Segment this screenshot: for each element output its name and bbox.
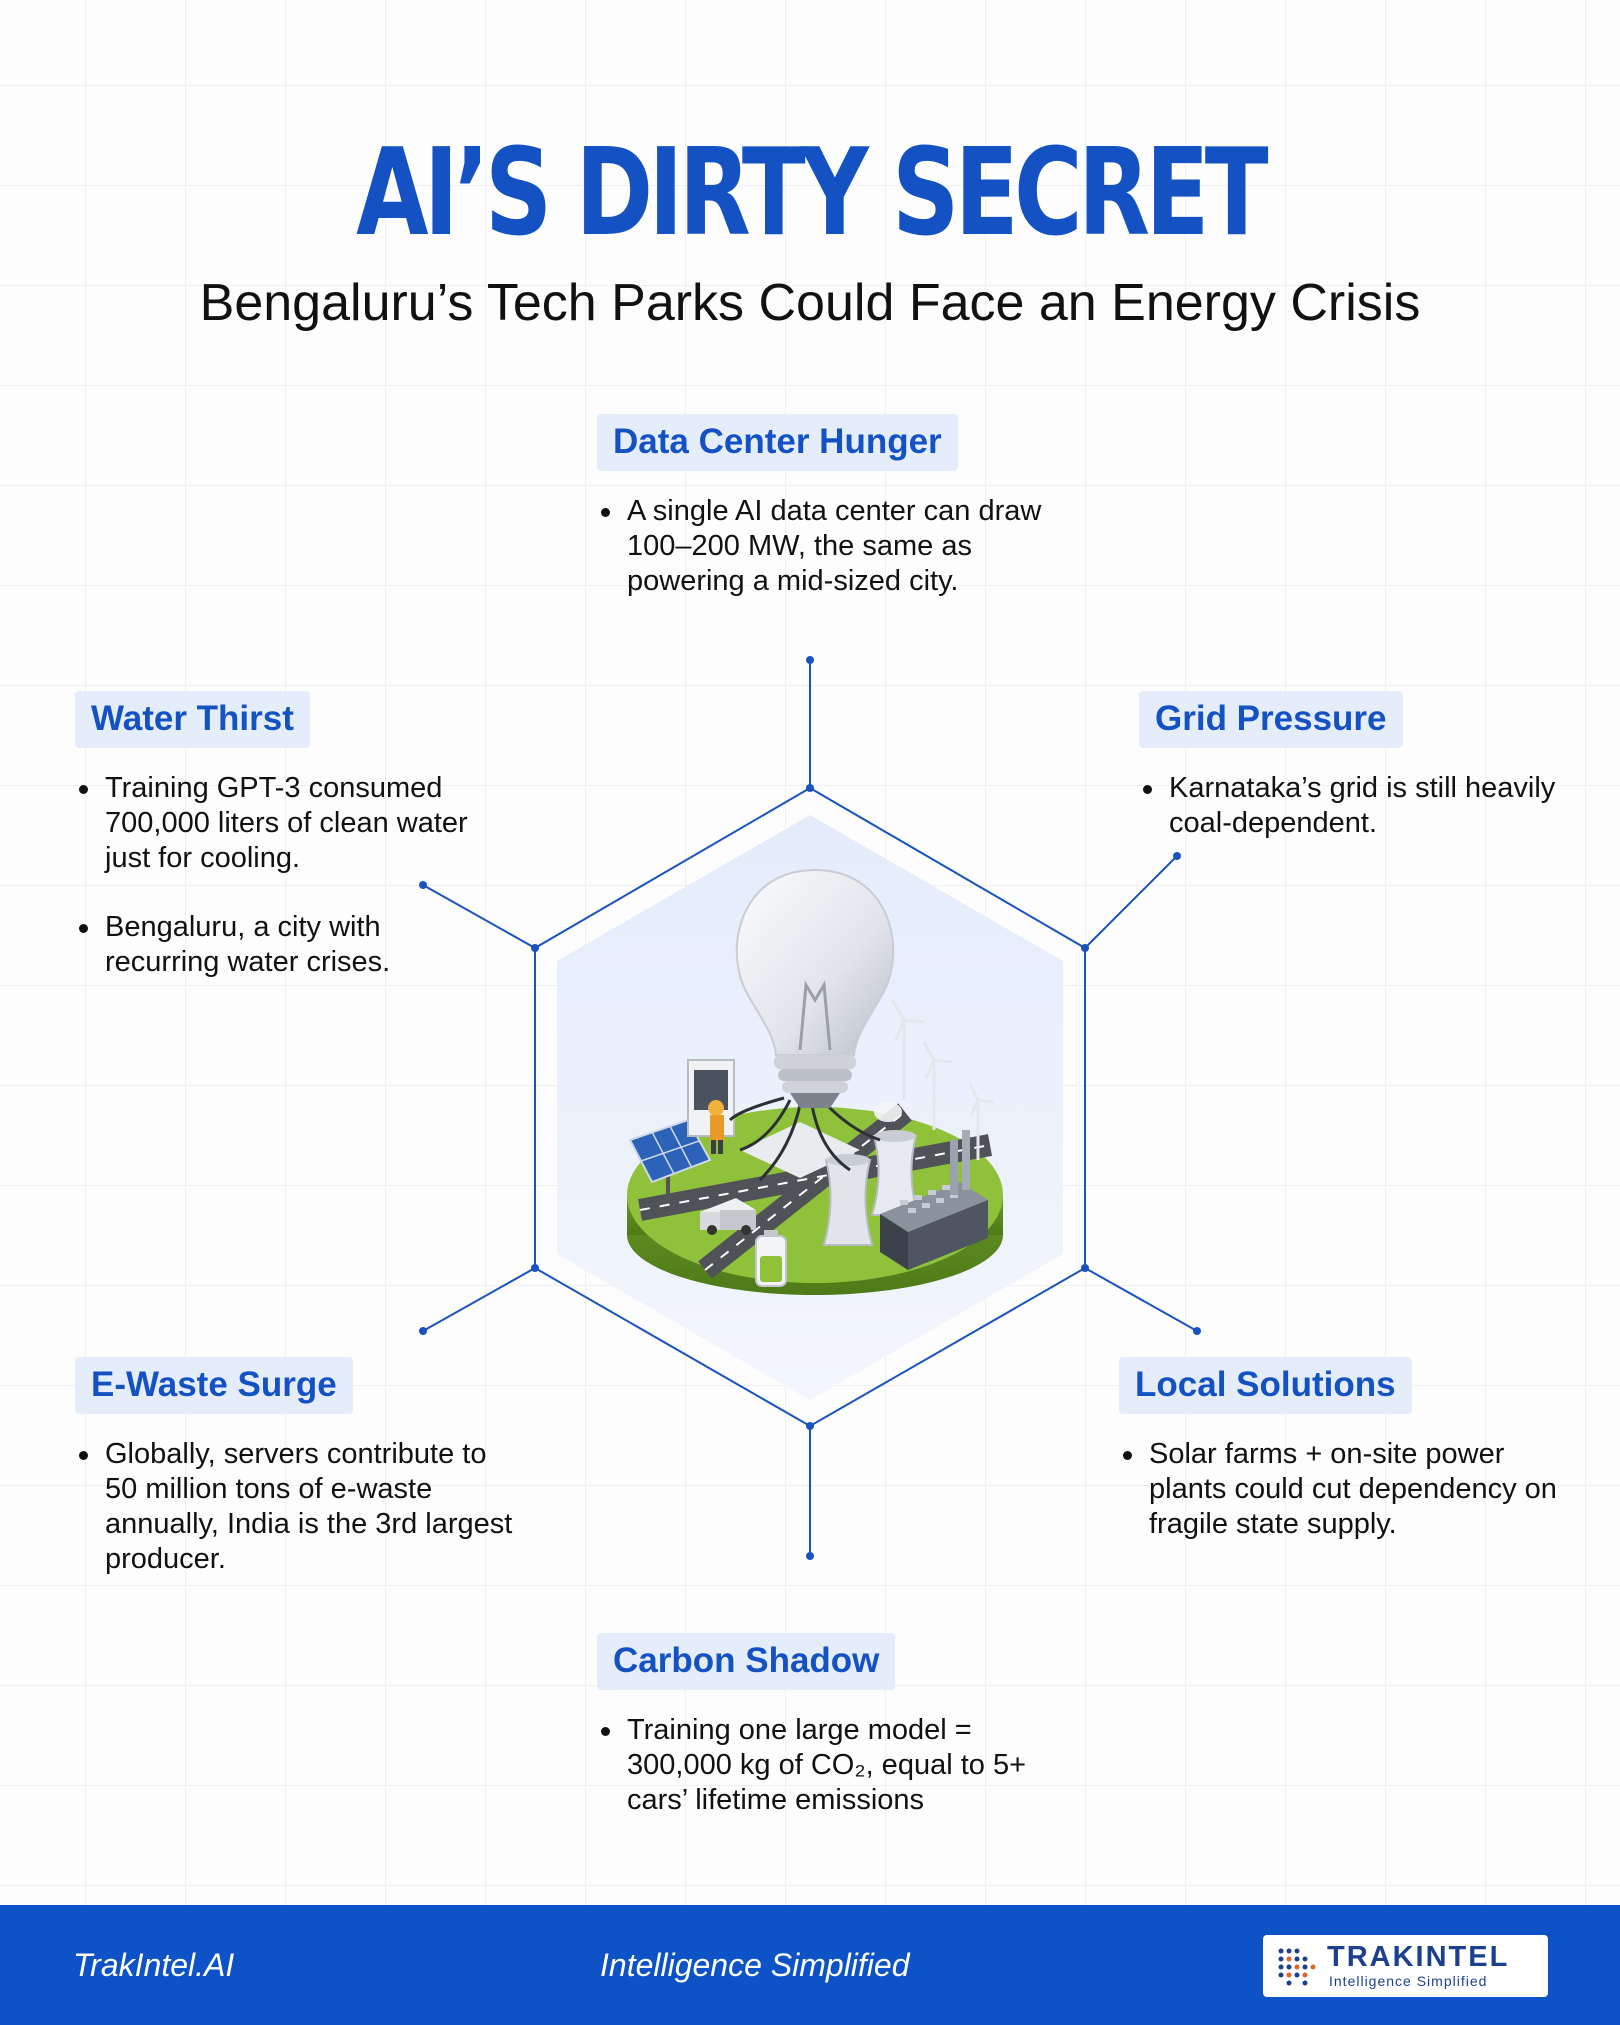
logo-dots-icon <box>1277 1947 1319 1987</box>
section-heading: E-Waste Surge <box>75 1357 353 1414</box>
footer-site-link[interactable]: TrakIntel.AI <box>73 1947 235 1983</box>
page-title: AI’S DIRTY SECRET <box>356 124 1264 263</box>
bullet-list <box>1139 771 1559 841</box>
section-heading: Data Center Hunger <box>597 414 958 471</box>
section-heading: Local Solutions <box>1119 1357 1412 1414</box>
logo-name: TRAKINTEL <box>1327 1941 1510 1973</box>
bullet-item: Training one large model = 300,000 kg of CO₂, equal to 5+ cars’ lifetime emissions <box>597 1713 1057 1818</box>
section-heading: Carbon Shadow <box>597 1633 895 1690</box>
section-heading: Grid Pressure <box>1139 691 1403 748</box>
bullet-list <box>75 771 495 980</box>
bullet-list <box>597 1713 1057 1818</box>
logo-tagline: Intelligence Simplified <box>1329 1973 1488 1989</box>
section-water <box>75 691 495 980</box>
bullet-item: Solar farms + on-site power plants could cut dependency on fragile state supply. <box>1119 1437 1579 1542</box>
battery-icon <box>756 1230 786 1286</box>
bullet-list <box>597 494 1057 599</box>
section-ewaste <box>75 1357 515 1577</box>
section-local <box>1119 1357 1579 1542</box>
section-grid <box>1139 691 1559 841</box>
bullet-list <box>75 1437 515 1577</box>
footer-bar <box>0 1905 1620 2025</box>
brand-logo <box>1263 1935 1548 1997</box>
section-carbon <box>597 1633 1057 1818</box>
bullet-item: Karnataka’s grid is still heavily coal-dependent. <box>1139 771 1559 841</box>
bullet-item: Globally, servers contribute to 50 million tons of e-waste annually, India is the 3rd largest producer. <box>75 1437 515 1577</box>
footer-tagline: Intelligence Simplified <box>600 1947 910 1983</box>
bullet-list <box>1119 1437 1579 1542</box>
connector-top-right <box>1085 856 1177 948</box>
bullet-item: Training GPT-3 consumed 700,000 liters of clean water just for cooling. <box>75 771 495 876</box>
section-heading: Water Thirst <box>75 691 310 748</box>
connector-bottom-left <box>423 1268 535 1331</box>
connector-bottom-right <box>1085 1268 1197 1331</box>
section-data-center <box>597 414 1057 599</box>
bullet-item: A single AI data center can draw 100–200 MW, the same as powering a mid-sized city. <box>597 494 1057 599</box>
page-subtitle: Bengaluru’s Tech Parks Could Face an Energy Crisis <box>199 274 1421 332</box>
bullet-item: Bengaluru, a city with recurring water crises. <box>75 910 495 980</box>
